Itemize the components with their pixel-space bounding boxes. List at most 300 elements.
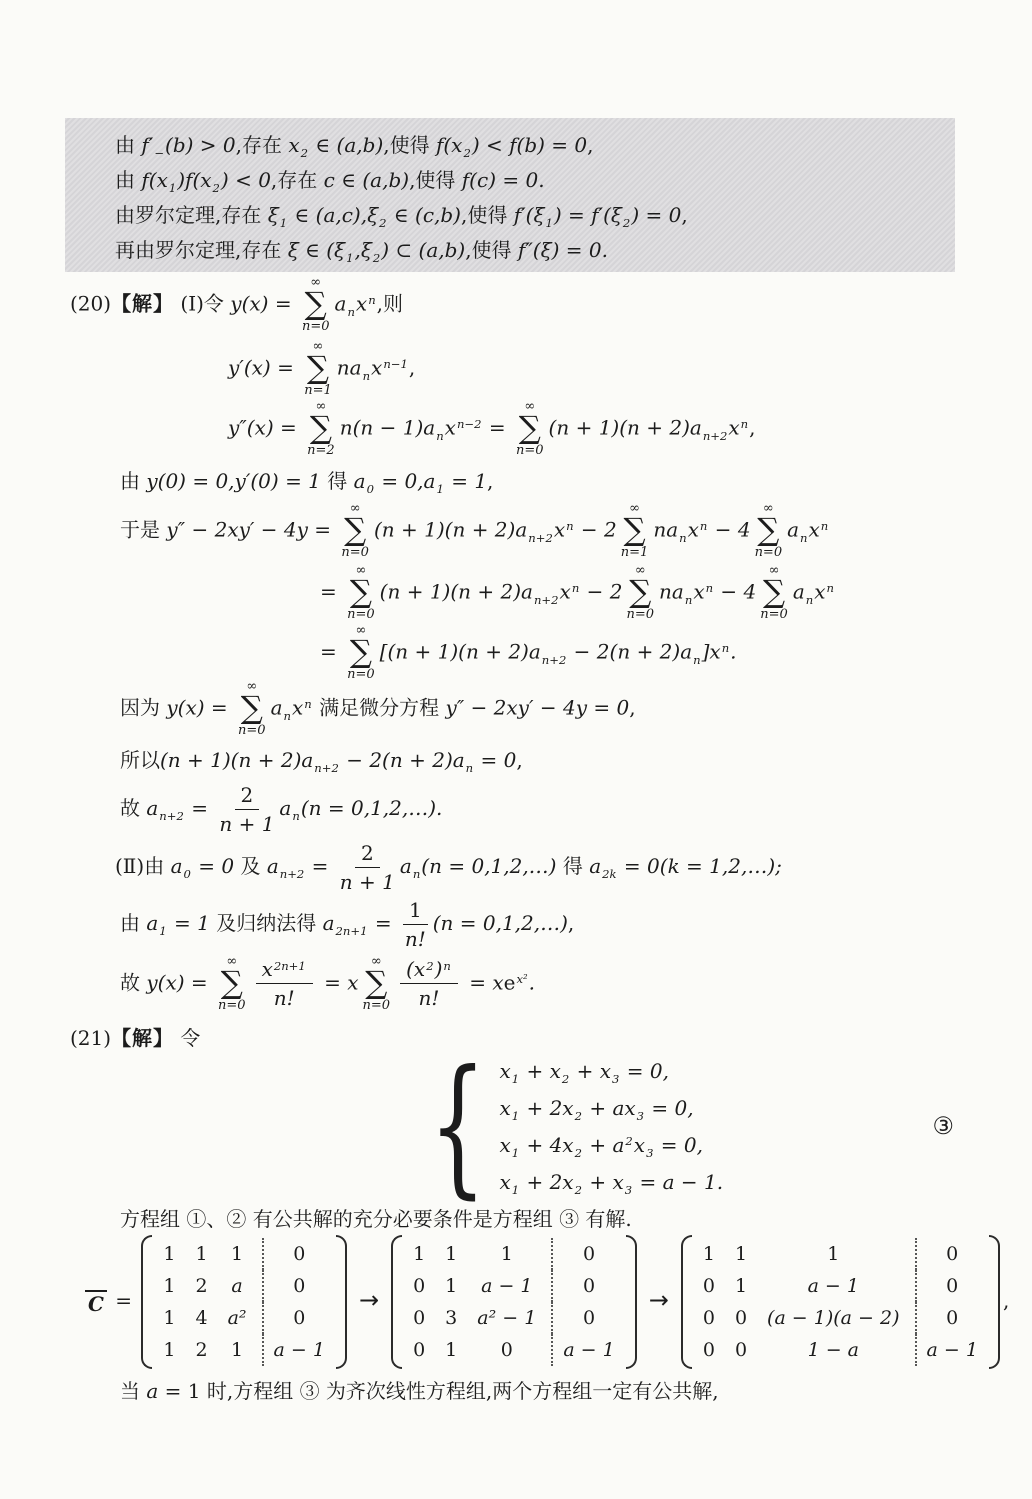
- text-run: 于是: [120, 517, 167, 542]
- superscript: n: [571, 581, 580, 596]
- math-run: na: [653, 517, 679, 542]
- formula-content: [320, 624, 737, 682]
- math-run: x: [499, 1132, 511, 1157]
- box-line-2: [115, 161, 945, 196]
- formula-content: [420, 1038, 724, 1213]
- text-run: ,存在: [235, 133, 289, 157]
- matrix-cell: 1: [163, 1339, 176, 1361]
- right-paren: [336, 1235, 347, 1369]
- formula-content: [120, 783, 442, 836]
- augmented-matrix: [681, 1235, 1000, 1369]
- math-run: x: [444, 415, 456, 440]
- subscript: 2: [574, 1108, 582, 1123]
- subscript: 1: [511, 1071, 520, 1086]
- left-paren: [141, 1235, 152, 1369]
- formula-content: [120, 1203, 632, 1232]
- text-run: ,使得: [461, 203, 514, 227]
- text-run: 及: [234, 853, 267, 878]
- math-run: =: [184, 795, 215, 820]
- math-run: x: [693, 579, 705, 604]
- text-run: (21): [70, 1025, 112, 1050]
- math-run: ,ξ: [354, 238, 372, 262]
- math-run: x: [553, 517, 566, 542]
- math-run: x: [261, 957, 273, 982]
- subscript: 1: [436, 481, 444, 496]
- text-run: 满足微分方程: [312, 695, 446, 720]
- augmented-matrix: [141, 1235, 347, 1369]
- matrix-aug-cell: a − 1: [915, 1334, 988, 1366]
- math-run: ∈ (a,c),ξ: [288, 203, 379, 227]
- math-run: y″ − 2xy′ − 4y = 0: [445, 695, 630, 720]
- matrix-cell: a²: [227, 1307, 247, 1329]
- text-run: 及归纳法得: [209, 910, 323, 935]
- math-run: na: [336, 355, 362, 380]
- subscript: 1: [168, 181, 177, 196]
- subscript: n+2: [541, 652, 567, 667]
- math-run: ): [434, 957, 443, 982]
- math-run: =: [305, 853, 335, 878]
- matrix-cell: 0: [734, 1339, 748, 1361]
- subscript: 3: [612, 1071, 620, 1086]
- math-run: a: [270, 695, 283, 720]
- text-run: (20): [70, 291, 112, 316]
- line-ode-expansion-2: [0, 562, 1032, 624]
- formula-content: [120, 465, 493, 494]
- math-run: − 2: [574, 517, 617, 542]
- matrix-cell: 2: [195, 1339, 208, 1361]
- line-common-solution-condition: [0, 1196, 1032, 1238]
- math-run: y″ − 2xy′ − 4y =: [166, 517, 338, 542]
- matrix-cell: 1: [734, 1243, 748, 1265]
- math-run: x: [814, 579, 826, 604]
- math-run: x: [687, 517, 699, 542]
- subscript: 2: [561, 1071, 570, 1086]
- superscript: n−2: [456, 417, 482, 432]
- math-run: x: [559, 579, 571, 604]
- math-run: n + 1: [339, 869, 395, 894]
- summation-symbol: ∞ ∑ n=0: [218, 954, 246, 1013]
- matrix-aug-cell: 0: [915, 1302, 988, 1334]
- math-run: n + 1: [219, 811, 275, 836]
- superscript: n: [368, 293, 376, 308]
- matrix-aug-cell: 0: [262, 1238, 335, 1270]
- math-run: =: [320, 639, 344, 664]
- subscript: −: [154, 146, 165, 161]
- right-paren: [626, 1235, 637, 1369]
- text-run: 1: [408, 897, 422, 922]
- math-run: − 2: [580, 579, 623, 604]
- math-run: (n = 0,1,2,…): [421, 853, 557, 878]
- math-run: x: [371, 355, 383, 380]
- bold-label: 【解】: [111, 1025, 175, 1050]
- math-run: x: [499, 1095, 511, 1120]
- line-recurrence-result: [0, 780, 1032, 838]
- equation-row: [499, 1057, 723, 1085]
- math-run: ) ⊂ (a,b): [381, 238, 466, 262]
- subscript: n: [283, 708, 291, 723]
- matrix-aug-cell: 0: [262, 1302, 335, 1334]
- math-run: =: [108, 1288, 139, 1313]
- subscript: n: [436, 428, 444, 443]
- superscript: n: [740, 417, 749, 432]
- text-run: ,: [516, 747, 523, 772]
- matrix-cell: 1: [445, 1275, 458, 1297]
- math-run: x: [808, 517, 820, 542]
- math-run: = 0,: [620, 1058, 669, 1083]
- text-run: (Ⅱ)由: [115, 853, 171, 878]
- matrix-cell: (a − 1)(a − 2): [767, 1307, 900, 1329]
- line-problem21-header: [0, 1016, 1032, 1056]
- matrix-cell: 1: [445, 1243, 458, 1265]
- matrix-cell: 0: [702, 1275, 715, 1297]
- line-a-equals-1: [0, 1366, 1032, 1412]
- math-run: f(c) = 0.: [461, 168, 545, 192]
- math-run: y(x) =: [166, 695, 235, 720]
- line-problem20-header: [0, 272, 1032, 338]
- matrix-aug-cell: a − 1: [551, 1334, 624, 1366]
- line-equation-system: [0, 1038, 1032, 1213]
- math-run: a: [170, 853, 183, 878]
- matrix-cell: 1: [163, 1307, 176, 1329]
- math-run: a: [399, 853, 412, 878]
- math-run: = 1: [444, 468, 488, 493]
- text-run: (Ⅰ)令: [174, 291, 231, 316]
- summation-symbol: ∞ ∑ n=0: [760, 563, 788, 622]
- subscript: n+2: [533, 592, 559, 607]
- equation-row: [499, 1094, 723, 1122]
- math-run: y′(x) =: [228, 355, 301, 380]
- matrix-cell: a − 1: [481, 1275, 533, 1297]
- matrix-cell: 0: [702, 1307, 715, 1329]
- math-run: ξ ∈ (ξ: [287, 238, 346, 262]
- text-run: ,: [408, 355, 416, 380]
- formula-content: [120, 955, 535, 1013]
- math-run: ) < f(b) = 0: [471, 133, 588, 157]
- math-run: f′: [141, 133, 154, 157]
- math-run: = 0(k = 1,2,…);: [617, 853, 782, 878]
- augmented-matrix: [391, 1235, 637, 1369]
- subscript: n: [693, 652, 701, 667]
- text-run: 故: [120, 795, 147, 820]
- math-run: x: [288, 133, 300, 157]
- line-because-ode: [0, 679, 1032, 738]
- math-run: = a − 1.: [633, 1169, 724, 1194]
- subscript: 2: [372, 251, 381, 266]
- text-run: 由罗尔定理,存在: [115, 203, 268, 227]
- superscript: n: [721, 641, 730, 656]
- math-run: c ∈ (a,b): [323, 168, 410, 192]
- box-line-3: [115, 196, 945, 231]
- summation-symbol: ∞ ∑ n=0: [626, 563, 655, 622]
- matrix-cell: 1 − a: [807, 1339, 859, 1361]
- math-run: (n = 0,1,2,…): [432, 910, 568, 935]
- equation-row: [499, 1168, 723, 1196]
- math-run: + a: [582, 1132, 625, 1157]
- math-run: =: [368, 910, 398, 935]
- math-run: )f(x: [177, 168, 212, 192]
- line-y-prime: [0, 338, 1032, 400]
- math-run: ]x: [701, 639, 721, 664]
- superscript: x²: [516, 972, 528, 987]
- subscript: n: [362, 368, 371, 383]
- text-run: 得: [320, 468, 354, 493]
- math-run: ∈ (a,b): [309, 133, 384, 157]
- formula-content: [120, 502, 829, 560]
- matrix-cell: 1: [500, 1243, 513, 1265]
- subscript: n: [412, 866, 421, 881]
- summation-symbol: ∞ ∑ n=0: [301, 275, 330, 334]
- summation-symbol: ∞ ∑ n=0: [347, 563, 375, 622]
- text-run: e: [503, 970, 516, 995]
- matrix-cell: 1: [445, 1339, 458, 1361]
- math-run: + 2x: [520, 1169, 574, 1194]
- math-run: = 0,a: [374, 468, 436, 493]
- text-run: 由: [115, 168, 142, 192]
- text-run: ,: [681, 203, 688, 227]
- left-brace: {: [429, 1038, 487, 1213]
- subscript: n+2: [702, 428, 728, 443]
- fraction: [219, 783, 274, 836]
- math-run: x: [355, 291, 368, 316]
- math-run: na: [659, 579, 684, 604]
- superscript: n−1: [383, 357, 408, 372]
- text-run: 令: [174, 1025, 201, 1050]
- subscript: 3: [636, 1108, 645, 1123]
- subscript: 1: [511, 1182, 520, 1197]
- fraction: [256, 957, 313, 1010]
- math-run: = x: [462, 970, 504, 995]
- subscript: 1: [346, 251, 354, 266]
- text-run: 由: [120, 910, 147, 935]
- text-run: 2: [360, 840, 374, 865]
- matrix-cell: 0: [500, 1339, 513, 1361]
- math-run: [(n + 1)(n + 2)a: [379, 639, 541, 664]
- math-run: = 1: [167, 910, 210, 935]
- math-run: n!: [273, 986, 295, 1011]
- subscript: 2: [622, 216, 631, 231]
- superscript: n: [304, 697, 312, 712]
- matrix-cell: a² − 1: [477, 1307, 537, 1329]
- subscript: n: [347, 304, 355, 319]
- subscript: 1: [545, 216, 553, 231]
- subscript: n: [465, 760, 474, 775]
- matrix-aug-cell: 0: [915, 1270, 988, 1302]
- matrix-aug-cell: 0: [551, 1238, 624, 1270]
- subscript: 0: [366, 481, 374, 496]
- line-part2-odd-terms: [0, 896, 1032, 952]
- math-run: − 2(n + 2)a: [339, 747, 465, 772]
- line-ode-expansion-3: [0, 624, 1032, 682]
- math-run: a: [589, 853, 602, 878]
- formula-content: [120, 680, 636, 738]
- text-run: 2: [240, 782, 254, 807]
- math-run: (n + 1)(n + 2)a: [373, 517, 528, 542]
- subscript: n: [292, 808, 300, 823]
- math-run: + ax: [582, 1095, 636, 1120]
- text-run: ,使得: [465, 238, 518, 262]
- matrix-cell: 1: [195, 1243, 208, 1265]
- equation-system-brace-group: [420, 1038, 724, 1213]
- superscript: 2n+1: [273, 959, 306, 974]
- formula-content: [120, 898, 574, 951]
- text-run: 得: [556, 853, 590, 878]
- summation-symbol: ∞ ∑ n=1: [620, 501, 649, 560]
- fraction: [403, 898, 428, 951]
- subscript: 2: [212, 181, 220, 196]
- math-run: y(0) = 0,y′(0) = 1: [146, 468, 321, 493]
- subscript: n+2: [159, 808, 184, 823]
- subscript: 1: [159, 923, 167, 938]
- subscript: 2: [574, 1145, 582, 1160]
- text-run: 由: [115, 133, 142, 157]
- math-run: + 4x: [520, 1132, 574, 1157]
- text-run: = 1 时,方程组 ③ 为齐次线性方程组,两个方程组一定有公共解,: [158, 1378, 719, 1403]
- subscript: 1: [279, 216, 288, 231]
- math-run: ∈ (c,b): [387, 203, 461, 227]
- math-run: + x: [520, 1058, 561, 1083]
- superscript: n: [699, 519, 708, 534]
- box-line-4: [115, 231, 945, 266]
- text-run: 故: [120, 970, 147, 995]
- math-run: a: [146, 795, 159, 820]
- matrix-cell: 1: [231, 1339, 244, 1361]
- subscript: n: [800, 530, 808, 545]
- subscript: 2n+1: [335, 923, 368, 938]
- formula-content: [115, 841, 782, 894]
- subscript: 3: [646, 1145, 654, 1160]
- text-run: 因为: [120, 695, 167, 720]
- matrix-cell: 1: [734, 1275, 748, 1297]
- text-run: ,使得: [409, 168, 462, 192]
- math-run: x: [499, 1058, 511, 1083]
- math-run: (n + 1)(n + 2)a: [379, 579, 533, 604]
- matrix-cell: 2: [195, 1275, 208, 1297]
- formula-content: [115, 234, 608, 266]
- matrix-cell: 0: [413, 1275, 426, 1297]
- equation-row: [499, 1131, 723, 1159]
- math-run: a: [146, 1378, 159, 1403]
- text-run: ,则: [376, 291, 404, 316]
- math-run: = 0: [191, 853, 235, 878]
- math-run: .: [528, 970, 536, 995]
- math-run: ) < 0: [220, 168, 271, 192]
- line-matrix-reduction: [0, 1238, 1032, 1366]
- math-run: ) = f′(ξ: [553, 203, 622, 227]
- math-run: n(n − 1)a: [339, 415, 436, 440]
- math-run: (n = 0,1,2,…).: [300, 795, 443, 820]
- math-run: ) = 0: [631, 203, 682, 227]
- subscript: n: [805, 592, 814, 607]
- subscript: 3: [624, 1182, 633, 1197]
- math-run: f′(ξ: [513, 203, 545, 227]
- formula-content: [85, 1235, 1009, 1369]
- subscript: 1: [511, 1108, 520, 1123]
- matrix-cell: 1: [702, 1243, 715, 1265]
- superscript: 2: [426, 959, 434, 974]
- math-run: a: [792, 579, 805, 604]
- math-run: ξ: [267, 203, 279, 227]
- math-run: a: [266, 853, 279, 878]
- math-run: − 2(n + 2)a: [567, 639, 693, 664]
- arrow-icon: →: [648, 1285, 669, 1314]
- math-run: .: [730, 639, 737, 664]
- text-run: 当: [120, 1378, 147, 1403]
- text-run: 方程组 ①、② 有公共解的充分必要条件是方程组 ③ 有解.: [120, 1206, 632, 1231]
- math-run: (n + 1)(n + 2)a: [548, 415, 702, 440]
- matrix-cell: 0: [413, 1339, 426, 1361]
- math-run: x: [499, 1169, 511, 1194]
- text-run: 由: [120, 468, 147, 493]
- formula-content: [320, 564, 835, 622]
- left-paren: [391, 1235, 402, 1369]
- text-run: ,使得: [383, 133, 436, 157]
- overline-matrix-symbol: C: [85, 1290, 107, 1314]
- formula-content: [115, 164, 545, 196]
- math-run: a: [322, 910, 335, 935]
- math-run: = 0,: [645, 1095, 694, 1120]
- subscript: 2: [300, 146, 309, 161]
- summation-symbol: ∞ ∑ n=0: [754, 501, 783, 560]
- arrow-icon: →: [358, 1285, 380, 1314]
- math-run: + x: [582, 1169, 624, 1194]
- formula-content: [120, 1375, 719, 1404]
- math-run: a: [787, 517, 800, 542]
- summation-symbol: ∞ ∑ n=0: [347, 623, 375, 682]
- math-run: (n + 1)(n + 2)a: [160, 747, 314, 772]
- matrix-cell: a: [231, 1275, 243, 1297]
- math-run: x: [633, 1132, 646, 1157]
- summation-symbol: ∞ ∑ n=0: [341, 501, 369, 560]
- matrix-aug-cell: a − 1: [262, 1334, 335, 1366]
- matrix-aug-cell: 0: [915, 1238, 988, 1270]
- summation-symbol: ∞ ∑ n=2: [307, 399, 335, 458]
- math-run: = 0,: [654, 1132, 704, 1157]
- matrix-cell: 1: [413, 1243, 426, 1265]
- math-run: n!: [418, 986, 440, 1011]
- math-run: f(x: [435, 133, 463, 157]
- matrix-cell: 1: [827, 1243, 840, 1265]
- text-run: ,: [749, 415, 756, 440]
- subscript: n: [684, 592, 693, 607]
- matrix-cell: 1: [231, 1243, 244, 1265]
- left-paren: [681, 1235, 692, 1369]
- line-series-closed-form: [0, 952, 1032, 1016]
- matrix-cell: 3: [445, 1307, 458, 1329]
- text-run: ,: [1002, 1288, 1010, 1313]
- matrix-cell: 4: [195, 1307, 208, 1329]
- superscript: n: [826, 581, 834, 596]
- line-recurrence: [0, 736, 1032, 780]
- superscript: n: [820, 519, 829, 534]
- summation-symbol: ∞ ∑ n=0: [362, 954, 391, 1013]
- math-run: y(x) =: [146, 970, 215, 995]
- fraction: [400, 957, 458, 1010]
- matrix-cell: 0: [413, 1307, 426, 1329]
- math-run: − 4: [714, 579, 757, 604]
- formula-content: [228, 340, 415, 398]
- superscript: n: [566, 519, 574, 534]
- math-run: x: [728, 415, 740, 440]
- text-run: ,: [567, 910, 575, 935]
- matrix-aug-cell: 0: [262, 1270, 335, 1302]
- math-run: y(x) =: [230, 291, 298, 316]
- math-run: x: [291, 695, 304, 720]
- matrix-cell: 1: [163, 1275, 176, 1297]
- matrix-aug-cell: 0: [551, 1270, 624, 1302]
- text-run: ,: [587, 133, 594, 157]
- formula-content: [120, 744, 523, 773]
- matrix-cell: 0: [734, 1307, 748, 1329]
